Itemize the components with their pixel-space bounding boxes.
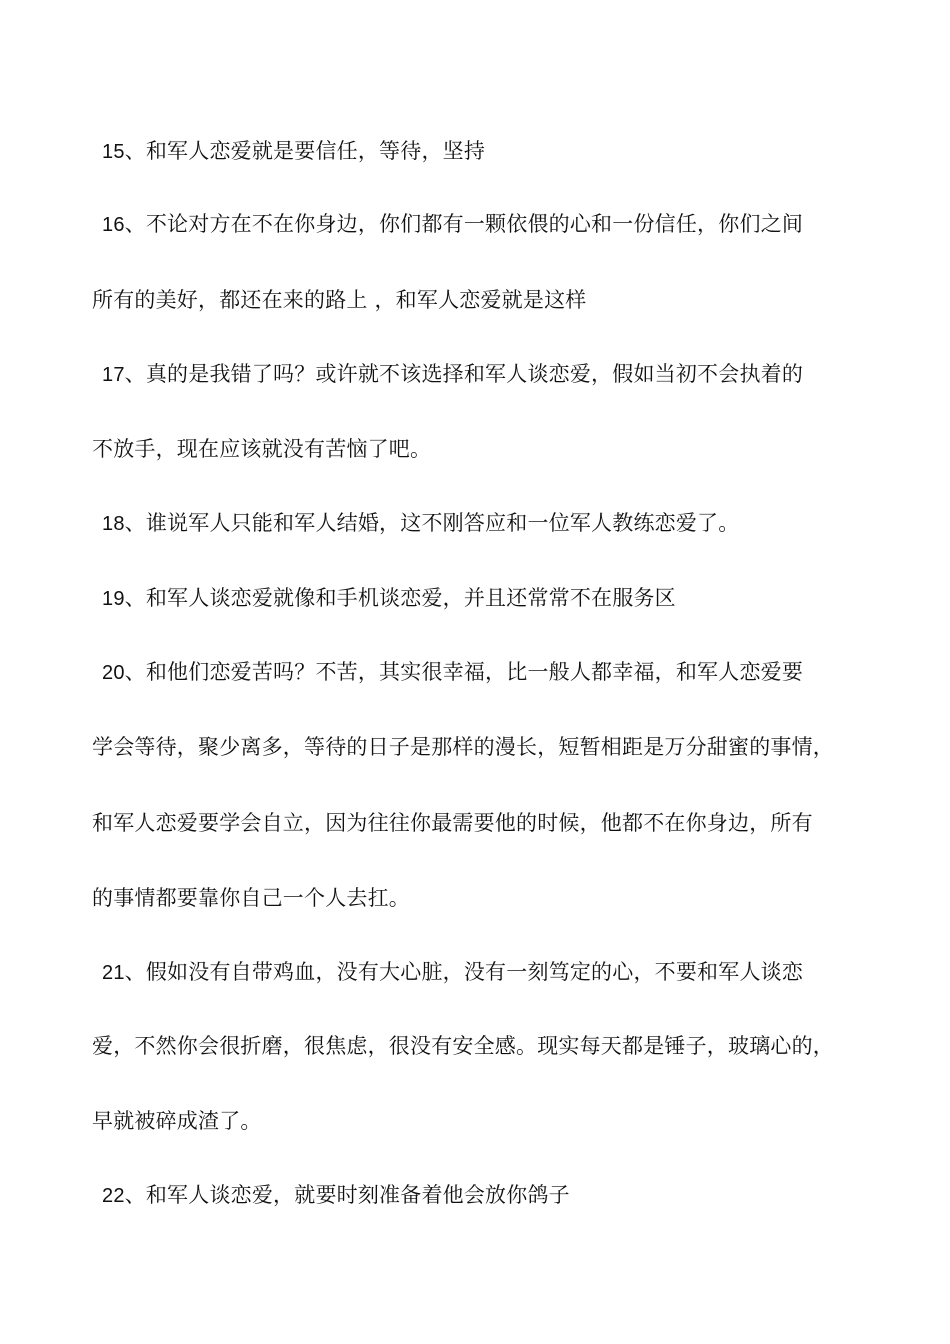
line-text: 所有的美好，都还在来的路上 ，和军人恋爱就是这样 [92, 288, 587, 312]
text-line-21-cont-2 [92, 1106, 877, 1136]
line-text: 、和军人恋爱就是要信任，等待，坚持 [124, 139, 486, 163]
line-text: 、谁说军人只能和军人结婚，这不刚答应和一位军人教练恋爱了。 [124, 511, 740, 535]
line-text: 、假如没有自带鸡血，没有大心脏，没有一刻笃定的心，不要和军人谈恋 [124, 960, 804, 984]
line-text: 的事情都要靠你自己一个人去扛。 [92, 886, 410, 910]
line-text: 和军人恋爱要学会自立，因为往往你最需要他的时候，他都不在你身边，所有 [92, 811, 813, 835]
item-number: 16 [102, 214, 125, 236]
line-text: 学会等待，聚少离多，等待的日子是那样的漫长，短暂相距是万分甜蜜的事情， [92, 735, 834, 759]
text-line-21-cont-1 [92, 1031, 877, 1061]
item-number: 22 [102, 1185, 125, 1207]
line-text: 早就被碎成渣了。 [92, 1109, 262, 1133]
line-text: 、和军人谈恋爱，就要时刻准备着他会放你鸽子 [124, 1183, 570, 1207]
text-line-17 [92, 359, 877, 390]
item-number: 21 [102, 962, 125, 984]
text-line-16-cont [92, 285, 877, 315]
text-line-20-cont-3 [92, 883, 877, 913]
line-text: 爱，不然你会很折磨，很焦虑，很没有安全感。现实每天都是锤子，玻璃心的， [92, 1034, 834, 1058]
text-line-21 [92, 957, 877, 988]
text-line-20-cont-1 [92, 732, 877, 762]
line-text: 不放手，现在应该就没有苦恼了吧。 [92, 437, 432, 461]
line-text: 、和他们恋爱苦吗？不苦，其实很幸福，比一般人都幸福，和军人恋爱要 [124, 660, 804, 684]
text-line-19 [92, 583, 877, 614]
item-number: 18 [102, 513, 125, 535]
text-line-22 [92, 1180, 877, 1211]
item-number: 15 [102, 141, 125, 163]
item-number: 19 [102, 588, 125, 610]
text-line-17-cont [92, 434, 877, 464]
line-text: 、和军人谈恋爱就像和手机谈恋爱，并且还常常不在服务区 [124, 586, 676, 610]
text-line-20 [92, 657, 877, 688]
text-line-20-cont-2 [92, 808, 877, 838]
text-line-15 [92, 136, 877, 167]
line-text: 、不论对方在不在你身边，你们都有一颗依偎的心和一份信任，你们之间 [124, 212, 804, 236]
item-number: 20 [102, 662, 125, 684]
text-line-18 [92, 508, 877, 539]
line-text: 、真的是我错了吗？或许就不该选择和军人谈恋爱，假如当初不会执着的 [124, 362, 804, 386]
text-line-16 [92, 209, 877, 240]
item-number: 17 [102, 364, 125, 386]
